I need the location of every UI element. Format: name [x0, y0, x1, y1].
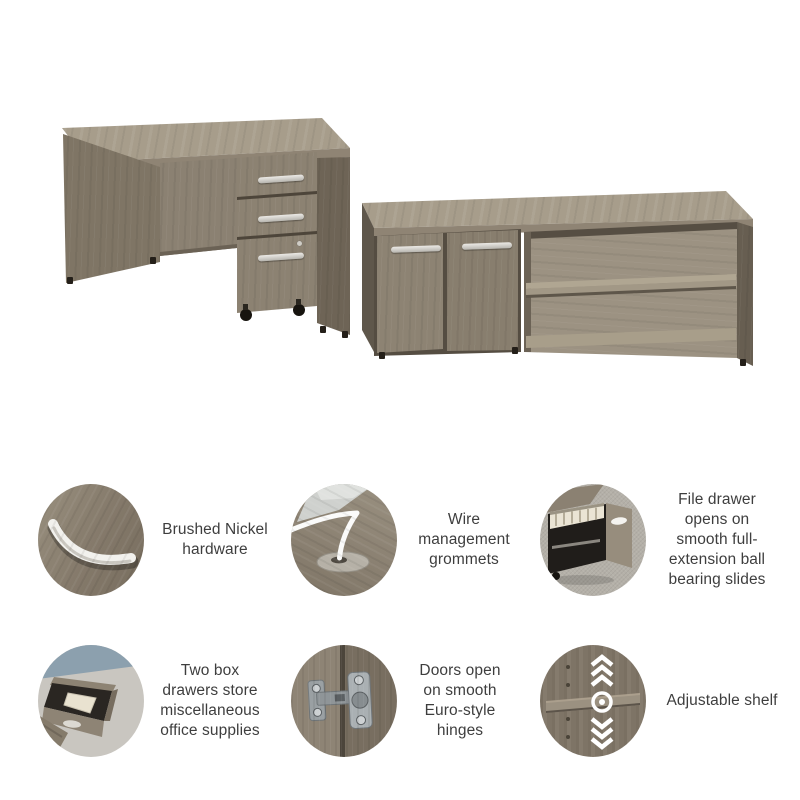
feature-caption: Doors open on smooth Euro-style hinges: [419, 662, 501, 739]
feature-adjustable-shelf: [540, 645, 787, 757]
feature-wire-grommets: [291, 484, 514, 596]
feature-caption: Two box drawers store miscellaneous office supplies: [160, 662, 260, 739]
pedestal-caster: [240, 309, 252, 321]
laptop-corner: [297, 484, 375, 522]
feature-caption: Adjustable shelf: [666, 692, 778, 710]
background-wall: [38, 645, 144, 679]
pedestal-lock: [297, 241, 302, 246]
feature-euro-hinges: [291, 645, 506, 757]
screw: [356, 715, 365, 724]
feature-caption: Wire management grommets: [418, 511, 510, 568]
down-arrows: [592, 719, 612, 747]
handle-arc-art: [38, 484, 144, 596]
grommet-art: [291, 484, 397, 596]
cable: [291, 513, 357, 558]
adjustable-shelf-photo: [540, 645, 646, 757]
mounting-plate: [308, 680, 326, 721]
cabinet-foot: [512, 347, 518, 354]
open-file-drawer-photo: [540, 484, 646, 596]
caster: [552, 572, 560, 580]
feature-box-drawers: [38, 645, 265, 757]
grommet: [317, 552, 369, 572]
desk-leveling-foot: [342, 331, 348, 338]
hinge-arm: [317, 691, 354, 706]
desk-leveling-foot: [150, 257, 156, 264]
screw: [312, 684, 320, 692]
brushed-nickel-handle-photo: [38, 484, 144, 596]
feature-file-drawer: [540, 484, 773, 596]
cabinet-foot: [379, 352, 385, 359]
screw: [354, 675, 363, 684]
wire-grommet-photo: [291, 484, 397, 596]
feature-caption: Brushed Nickel hardware: [162, 521, 268, 558]
box-drawer-art: [38, 645, 144, 757]
cabinet-foot: [740, 359, 746, 366]
desk-leveling-foot: [320, 326, 326, 333]
hinge-cup: [352, 692, 369, 709]
feature-brushed-nickel: [38, 484, 275, 596]
adjustable-shelf-art: [540, 645, 646, 757]
drawer-front: [606, 503, 632, 568]
file-drawer-art: [540, 484, 646, 596]
open-box-drawer-photo: [38, 645, 144, 757]
screw: [313, 708, 321, 716]
cup-plate: [348, 672, 373, 729]
hinge-art: [291, 645, 397, 757]
pedestal-caster: [293, 304, 305, 316]
desk-leveling-foot: [67, 277, 73, 284]
up-arrows: [592, 657, 612, 685]
feature-caption: File drawer opens on smooth full-extension ball bearing slides: [668, 491, 766, 588]
euro-hinge-photo: [291, 645, 397, 757]
handle-arc: [53, 524, 131, 560]
